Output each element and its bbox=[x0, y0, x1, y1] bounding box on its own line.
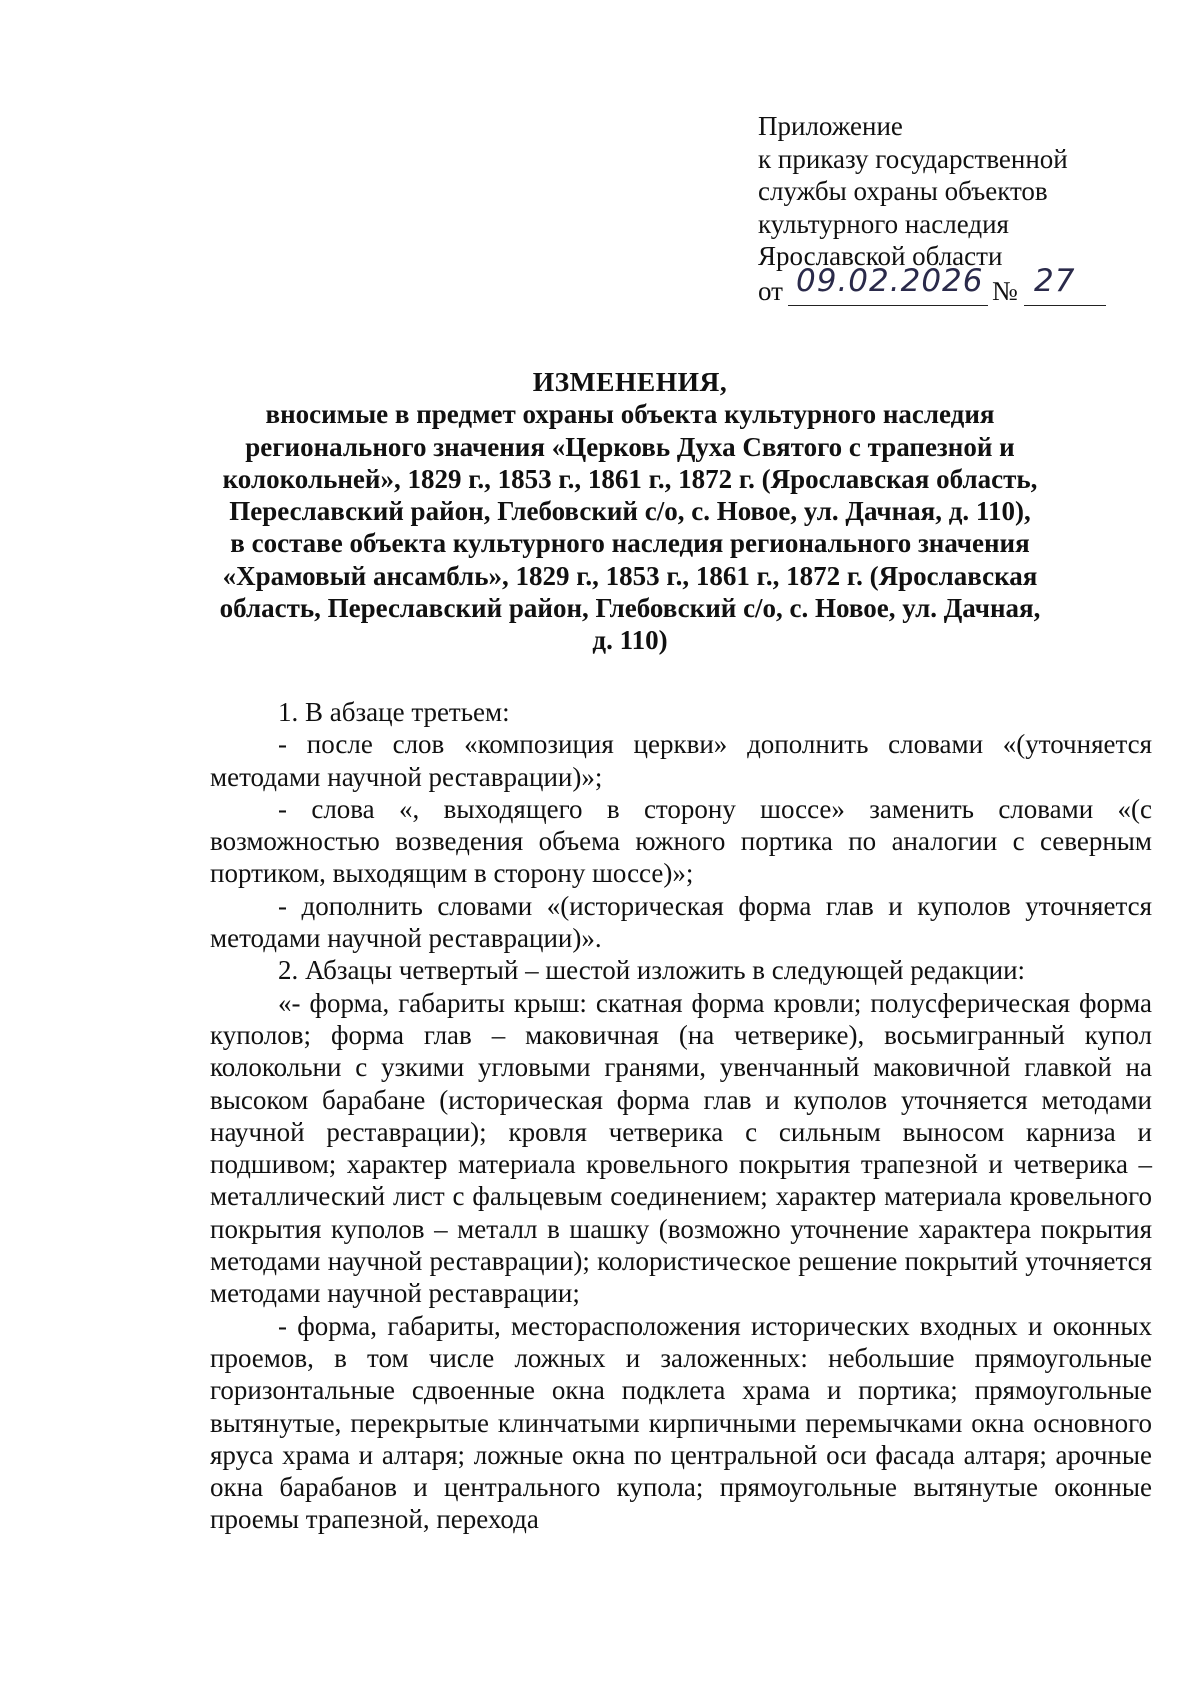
number-prefix: № bbox=[992, 275, 1018, 306]
heading-line: Переславский район, Глебовский с/о, с. Новое, ул. Дачная, д. 110), bbox=[229, 496, 1031, 527]
handwritten-number: 27 bbox=[1034, 262, 1076, 299]
appendix-line: культурного наследия bbox=[758, 208, 1009, 239]
heading-line: д. 110) bbox=[592, 625, 668, 656]
body-paragraph: 2. Абзацы четвертый – шестой изложить в следующей редакции: bbox=[278, 955, 1026, 986]
document-heading bbox=[130, 366, 1130, 657]
heading-line: колокольней», 1829 г., 1853 г., 1861 г., 1872 г. (Ярославская область, bbox=[222, 463, 1038, 494]
body-paragraph: - слова «, выходящего в сторону шоссе» заменить словами «(с возможностью возведения объема южного портика по аналогии с северным портиком, выходящим в сторону шоссе)»; bbox=[210, 793, 1152, 889]
date-prefix: от bbox=[758, 275, 783, 306]
appendix-line: к приказу государственной bbox=[758, 143, 1068, 174]
heading-line: «Храмовый ансамбль», 1829 г., 1853 г., 1861 г., 1872 г. (Ярославская bbox=[222, 560, 1038, 591]
body-paragraph: «- форма, габариты крыш: скатная форма кровли; полусферическая форма куполов; форма глав – маковичная (на четверике), восьмигранный купол колокольни с узкими угловыми гранями, увенчанный маковичной главкой на высоком барабане (историческая форма глав и куполов уточняется методами научной реставрации); кровля четверика с сильным выносом карниза и подшивом; характер материала кровельного покрытия трапезной и четверика – металлический лист с фальцевым соединением; характер материала кровельного покрытия куполов – металл в шашку (возможно уточнение характера покрытия методами научной реставрации); колористическое решение покрытий уточняется методами научной реставрации; bbox=[210, 987, 1152, 1309]
body-paragraph: 1. В абзаце третьем: bbox=[278, 697, 510, 727]
date-underline bbox=[788, 305, 988, 306]
heading-line: вносимые в предмет охраны объекта культурного наследия bbox=[265, 399, 995, 430]
body-paragraph: - после слов «композиция церкви» дополнить словами «(уточняется методами научной реставрации)»; bbox=[210, 729, 1152, 792]
document-body bbox=[210, 696, 1152, 1536]
order-date-number-row bbox=[758, 262, 1098, 309]
appendix-block bbox=[758, 110, 1098, 309]
heading-title: ИЗМЕНЕНИЯ, bbox=[532, 366, 728, 397]
appendix-line: Приложение bbox=[758, 111, 903, 141]
heading-line: в составе объекта культурного наследия регионального значения bbox=[230, 528, 1030, 559]
handwritten-date: 09.02.2026 bbox=[796, 262, 984, 299]
heading-line: регионального значения «Церковь Духа Святого с трапезной и bbox=[245, 431, 1015, 462]
appendix-line: службы охраны объектов bbox=[758, 176, 1048, 206]
body-paragraph: - форма, габариты, месторасположения исторических входных и оконных проемов, в том числе ложных и заложенных: небольшие прямоугольные горизонтальные сдвоенные окна подклета храма и портика; прямоугольные вытянутые, перекрытые клинчатыми кирпичными перемычками окна основного яруса храма и алтаря; ложные окна по центральной оси фасада алтаря; арочные окна барабанов и центрального купола; прямоугольные вытянутые оконные проемы трапезной, перехода bbox=[210, 1310, 1152, 1535]
body-paragraph: - дополнить словами «(историческая форма глав и куполов уточняется методами научной реставрации)». bbox=[210, 890, 1152, 954]
number-underline bbox=[1024, 305, 1106, 306]
heading-line: область, Переславский район, Глебовский с/о, с. Новое, ул. Дачная, bbox=[219, 593, 1041, 624]
appendix-line: Ярославской области bbox=[758, 241, 1003, 271]
